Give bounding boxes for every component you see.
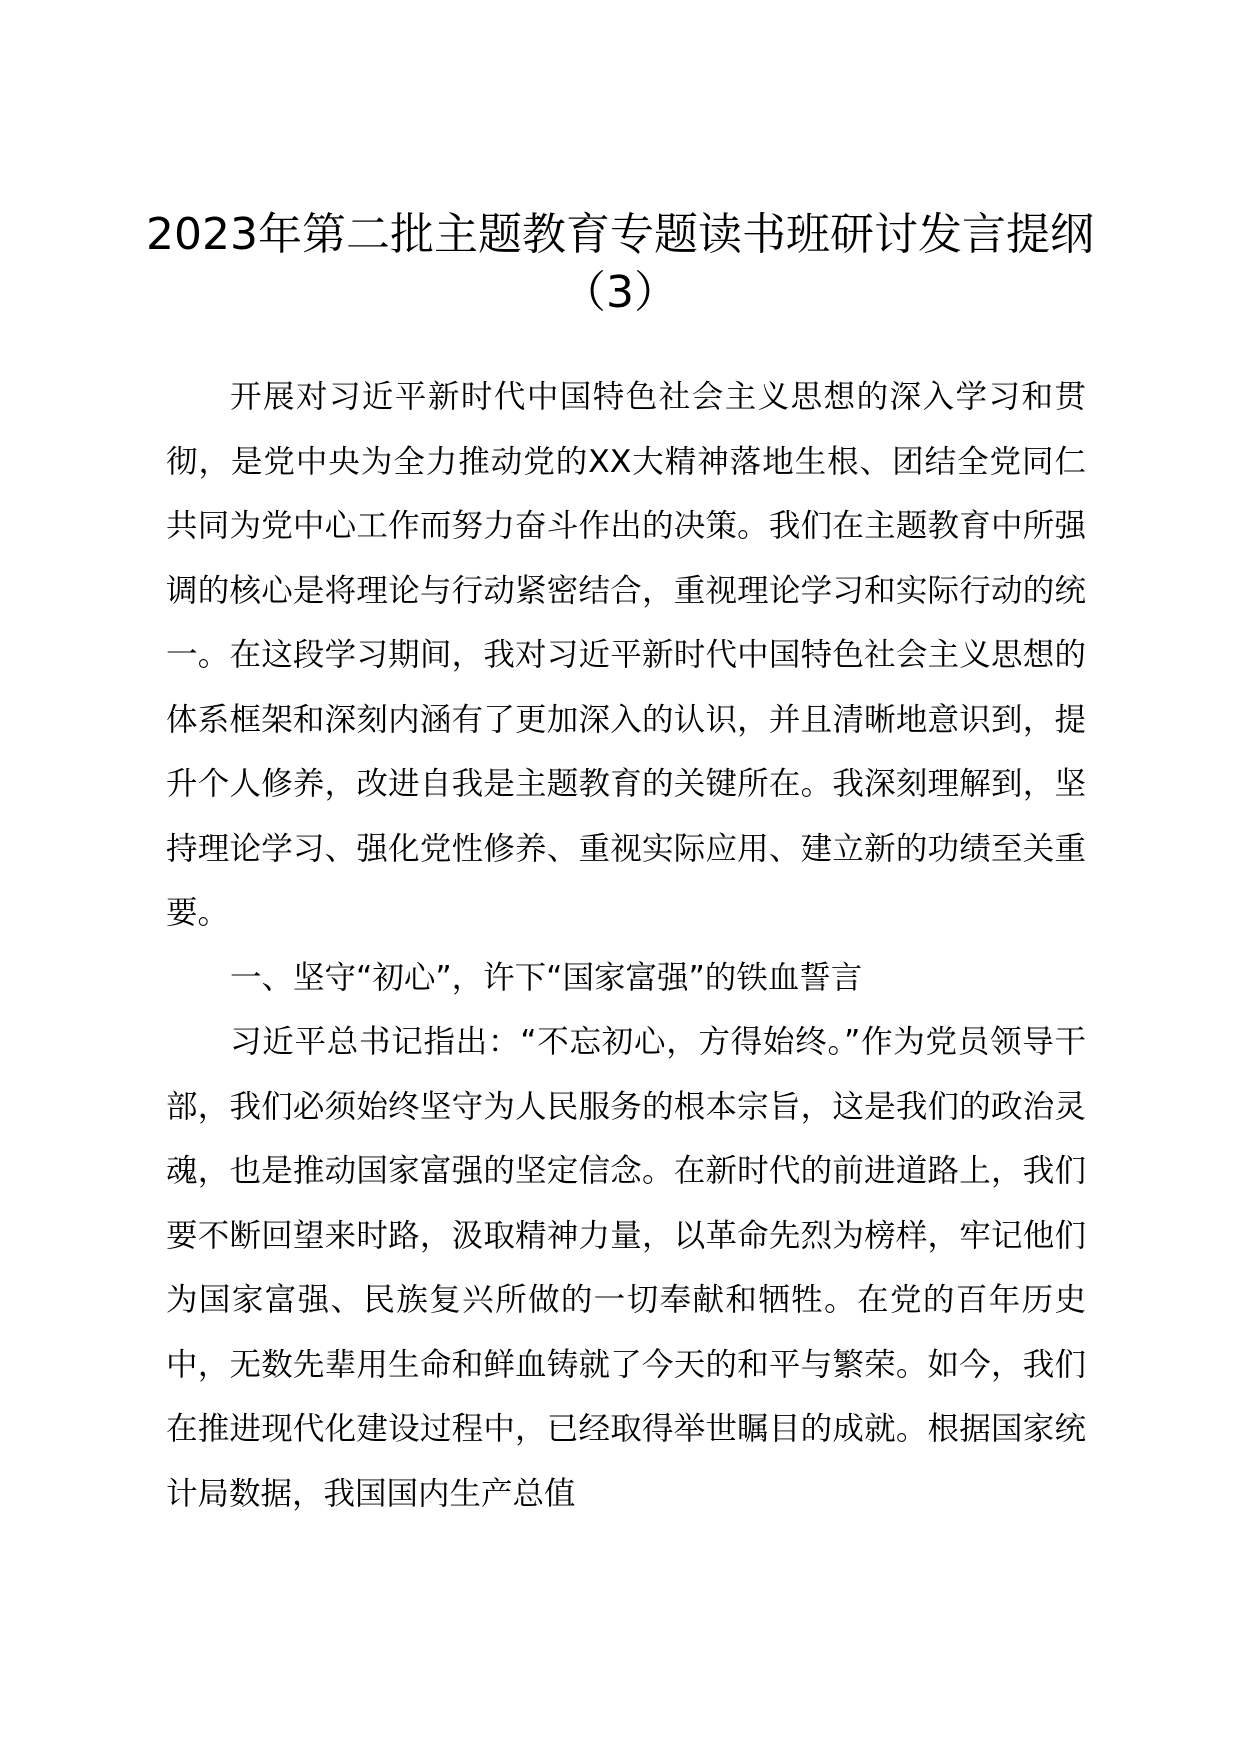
section-1-paragraph: 习近平总书记指出：“不忘初心，方得始终。”作为党员领导干部，我们必须始终坚守为人民服务的根本宗旨，这是我们的政治灵魂，也是推动国家富强的坚定信念。在新时代的前进道路上，我们要不断回望来时路，汲取精神力量，以革命先烈为榜样，牢记他们为国家富强、民族复兴所做的一切奉献和牺牲。在党的百年历史中，无数先辈用生命和鲜血铸就了今天的和平与繁荣。如今，我们在推进现代化建设过程中，已经取得举世瞩目的成就。根据国家统计局数据，我国国内生产总值 [166, 1024, 1086, 1512]
intro-paragraph: 开展对习近平新时代中国特色社会主义思想的深入学习和贯彻，是党中央为全力推动党的XX大精神落地生根、团结全党同仁共同为党中心工作而努力奋斗作出的决策。我们在主题教育中所强调的核心是将理论与行动紧密结合，重视理论学习和实际行动的统一。在这段学习期间，我对习近平新时代中国特色社会主义思想的体系框架和深刻内涵有了更加深入的认识，并且清晰地意识到，提升个人修养，改进自我是主题教育的关键所在。我深刻理解到，坚持理论学习、强化党性修养、重视实际应用、建立新的功绩至关重要。 [166, 379, 1086, 931]
section-heading-1: 一、坚守“初心”，许下“国家富强”的铁血誓言 [230, 959, 863, 996]
document-title: 2023年第二批主题教育专题读书班研讨发言提纲（3） [146, 209, 1094, 318]
document-body [166, 365, 1086, 1526]
